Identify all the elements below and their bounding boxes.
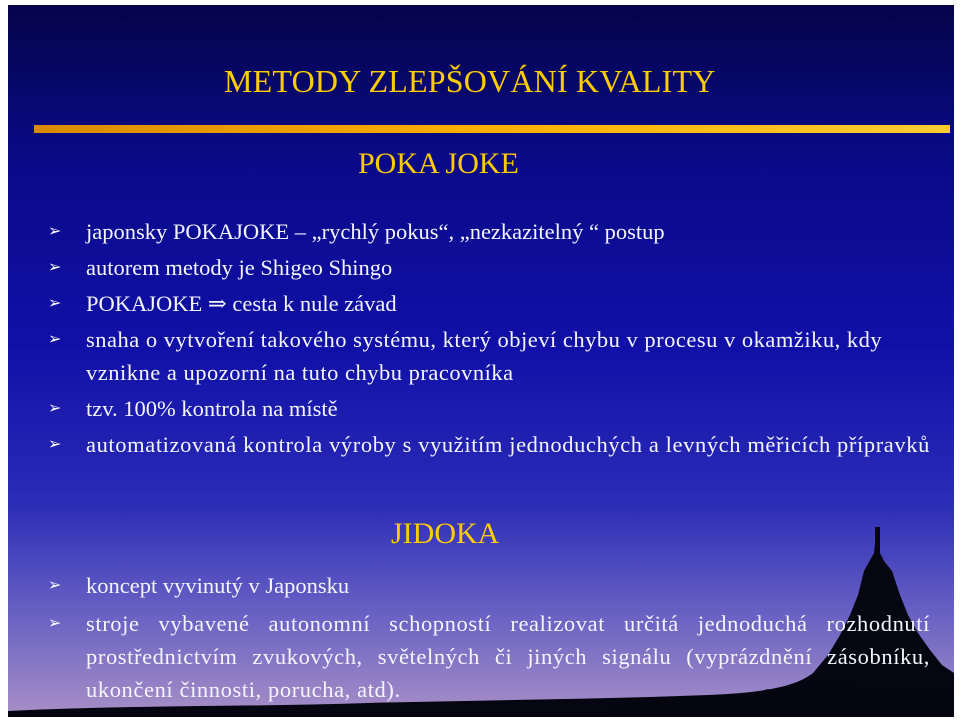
poka-joke-bullet-list (8, 215, 954, 464)
slide (8, 5, 954, 717)
bullet-text: japonsky POKAJOKE – „rychlý pokus“, „nezkazitelný “ postup (86, 219, 665, 244)
title-underline-bar (34, 125, 950, 133)
arrowhead-bullet-icon: ➢ (48, 295, 62, 312)
list-item (8, 392, 954, 425)
bullet-text: autorem metody je Shigeo Shingo (86, 255, 393, 280)
slide-title: METODY ZLEPŠOVÁNÍ KVALITY (224, 63, 716, 99)
list-item (8, 428, 954, 461)
arrowhead-bullet-icon: ➢ (48, 259, 62, 276)
jidoka-bullet-list (8, 569, 954, 711)
section-heading-poka-joke: POKA JOKE (358, 147, 519, 180)
list-item (8, 569, 954, 602)
bullet-text: tzv. 100% kontrola na místě (86, 396, 338, 421)
arrowhead-bullet-icon: ➢ (48, 577, 62, 594)
bullet-text: koncept vyvinutý v Japonsku (86, 573, 350, 598)
arrowhead-bullet-icon: ➢ (48, 615, 63, 632)
bullet-text: snaha o vytvoření takového systému, který objeví chybu v procesu v okamžiku, kdy vznikne a upozorní na tuto chybu pracovníka (86, 327, 883, 385)
bullet-text: POKAJOKE ⇒ cesta k nule závad (86, 291, 397, 316)
bullet-text: stroje vybavené autonomní schopností realizovat určitá jednoduchá rozhodnutí prostřednictvím zvukových, světelných či jiných signálu (vyprázdnění zásobníku, ukončení činnosti, porucha, atd). (86, 611, 930, 702)
bullet-text: automatizovaná kontrola výroby s využitím jednoduchých a levných měřicích přípravků (86, 432, 930, 457)
list-item (8, 323, 954, 389)
arrowhead-bullet-icon: ➢ (48, 400, 62, 417)
arrowhead-bullet-icon: ➢ (48, 331, 62, 348)
section-heading-jidoka: JIDOKA (391, 517, 500, 550)
list-item (8, 287, 954, 320)
arrowhead-bullet-icon: ➢ (48, 223, 62, 240)
list-item (8, 215, 954, 248)
list-item (8, 607, 954, 706)
arrowhead-bullet-icon: ➢ (48, 436, 63, 453)
list-item (8, 251, 954, 284)
